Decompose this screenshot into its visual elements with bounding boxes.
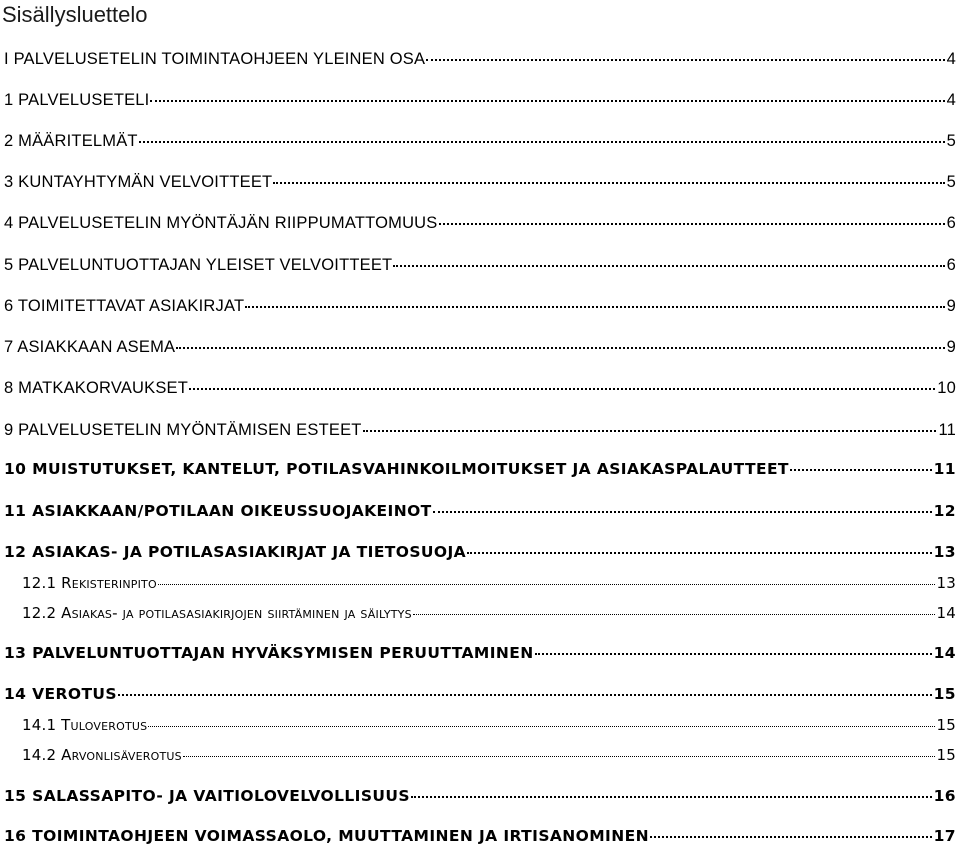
dot-leader bbox=[439, 223, 945, 225]
toc-entry-page: 9 bbox=[946, 338, 956, 356]
toc-entry-page: 14 bbox=[936, 604, 956, 622]
dot-leader bbox=[148, 726, 934, 727]
dot-leader bbox=[176, 347, 944, 349]
toc-entry-page: 5 bbox=[946, 173, 956, 191]
toc-entry-page: 15 bbox=[933, 685, 956, 703]
toc-entry-page: 9 bbox=[946, 297, 956, 315]
toc-entry-title: 10 MUISTUTUKSET, KANTELUT, POTILASVAHINKOILMOITUKSET JA ASIAKASPALAUTTEET bbox=[4, 460, 789, 478]
dot-leader bbox=[183, 756, 935, 757]
toc-entry-page: 6 bbox=[946, 214, 956, 232]
toc-entry-page: 13 bbox=[933, 543, 956, 561]
toc-entry-10[interactable] bbox=[4, 462, 956, 478]
toc-entry-page: 4 bbox=[946, 50, 956, 68]
toc-entry-2[interactable] bbox=[4, 133, 956, 150]
dot-leader bbox=[363, 430, 937, 432]
toc-entry-12-1[interactable] bbox=[22, 576, 956, 591]
toc-entry-1[interactable] bbox=[4, 92, 956, 109]
dot-leader bbox=[150, 100, 944, 102]
toc-entry-3[interactable] bbox=[4, 174, 956, 191]
dot-leader bbox=[393, 265, 944, 267]
toc-entry-13[interactable] bbox=[4, 646, 956, 662]
toc-entry-page: 15 bbox=[936, 746, 956, 764]
toc-entry-general-part[interactable] bbox=[4, 51, 956, 68]
toc-entry-title: 14.1 Tuloverotus bbox=[22, 716, 148, 734]
toc-entry-9[interactable] bbox=[4, 422, 956, 439]
toc-entry-page: 4 bbox=[946, 91, 956, 109]
toc-entry-page: 5 bbox=[946, 132, 956, 150]
toc-entry-14[interactable] bbox=[4, 687, 956, 703]
dot-leader bbox=[535, 653, 932, 655]
toc-entry-title: 8 MATKAKORVAUKSET bbox=[4, 379, 189, 397]
toc-entry-4[interactable] bbox=[4, 215, 956, 232]
toc-entry-14-2[interactable] bbox=[22, 748, 956, 763]
dot-leader bbox=[118, 694, 932, 696]
toc-entry-title: 2 MÄÄRITELMÄT bbox=[4, 132, 138, 150]
toc-entry-title: I PALVELUSETELIN TOIMINTAOHJEEN YLEINEN OSA bbox=[4, 50, 426, 68]
toc-entry-page: 12 bbox=[933, 502, 956, 520]
toc-entry-6[interactable] bbox=[4, 298, 956, 315]
toc-entry-title: 5 PALVELUNTUOTTAJAN YLEISET VELVOITTEET bbox=[4, 256, 393, 274]
toc-entry-12[interactable] bbox=[4, 545, 956, 561]
toc-entry-page: 6 bbox=[946, 256, 956, 274]
dot-leader bbox=[467, 552, 932, 554]
toc-entry-page: 17 bbox=[933, 827, 956, 845]
dot-leader bbox=[790, 469, 932, 471]
toc-entry-title: 1 PALVELUSETELI bbox=[4, 91, 150, 109]
dot-leader bbox=[650, 836, 932, 838]
toc-entry-page: 10 bbox=[937, 379, 956, 397]
toc-entry-page: 14 bbox=[933, 644, 956, 662]
dot-leader bbox=[433, 511, 932, 513]
toc-entry-title: 13 PALVELUNTUOTTAJAN HYVÄKSYMISEN PERUUTTAMINEN bbox=[4, 644, 534, 662]
toc-entry-16[interactable] bbox=[4, 829, 956, 845]
toc-entry-title: 15 SALASSAPITO- JA VAITIOLOVELVOLLISUUS bbox=[4, 787, 410, 805]
dot-leader bbox=[245, 306, 944, 308]
dot-leader bbox=[426, 59, 944, 61]
toc-entry-7[interactable] bbox=[4, 339, 956, 356]
toc-entry-page: 11 bbox=[938, 421, 956, 439]
toc-entry-page: 13 bbox=[936, 574, 956, 592]
dot-leader bbox=[189, 388, 935, 390]
dot-leader bbox=[411, 796, 932, 798]
toc-entry-title: 6 TOIMITETTAVAT ASIAKIRJAT bbox=[4, 297, 245, 315]
toc-entry-15[interactable] bbox=[4, 789, 956, 805]
toc-entry-title: 7 ASIAKKAAN ASEMA bbox=[4, 338, 176, 356]
toc-entry-title: 12.2 Asiakas- ja potilasasiakirjojen siirtäminen ja säilytys bbox=[22, 604, 412, 622]
dot-leader bbox=[273, 182, 944, 184]
dot-leader bbox=[139, 141, 945, 143]
toc-entry-title: 12 ASIAKAS- JA POTILASASIAKIRJAT JA TIETOSUOJA bbox=[4, 543, 467, 561]
toc-entry-title: 16 TOIMINTAOHJEEN VOIMASSAOLO, MUUTTAMINEN JA IRTISANOMINEN bbox=[4, 827, 649, 845]
toc-entry-8[interactable] bbox=[4, 380, 956, 397]
toc-entry-title: 3 KUNTAYHTYMÄN VELVOITTEET bbox=[4, 173, 273, 191]
toc-entry-page: 11 bbox=[933, 460, 956, 478]
toc-entry-title: 14.2 Arvonlisäverotus bbox=[22, 746, 182, 764]
dot-leader bbox=[413, 614, 935, 615]
toc-entry-12-2[interactable] bbox=[22, 606, 956, 621]
toc-entry-14-1[interactable] bbox=[22, 718, 956, 733]
toc-entry-page: 15 bbox=[936, 716, 956, 734]
toc-entry-title: 9 PALVELUSETELIN MYÖNTÄMISEN ESTEET bbox=[4, 421, 362, 439]
toc-entry-title: 4 PALVELUSETELIN MYÖNTÄJÄN RIIPPUMATTOMUUS bbox=[4, 214, 438, 232]
toc-entry-page: 16 bbox=[933, 787, 956, 805]
toc-entry-11[interactable] bbox=[4, 504, 956, 520]
toc-entry-5[interactable] bbox=[4, 257, 956, 274]
dot-leader bbox=[158, 584, 935, 585]
toc-entry-title: 12.1 Rekisterinpito bbox=[22, 574, 157, 592]
toc-entry-title: 11 ASIAKKAAN/POTILAAN OIKEUSSUOJAKEINOT bbox=[4, 502, 432, 520]
toc-entry-title: 14 VEROTUS bbox=[4, 685, 117, 703]
toc-heading: Sisällysluettelo bbox=[2, 2, 148, 27]
